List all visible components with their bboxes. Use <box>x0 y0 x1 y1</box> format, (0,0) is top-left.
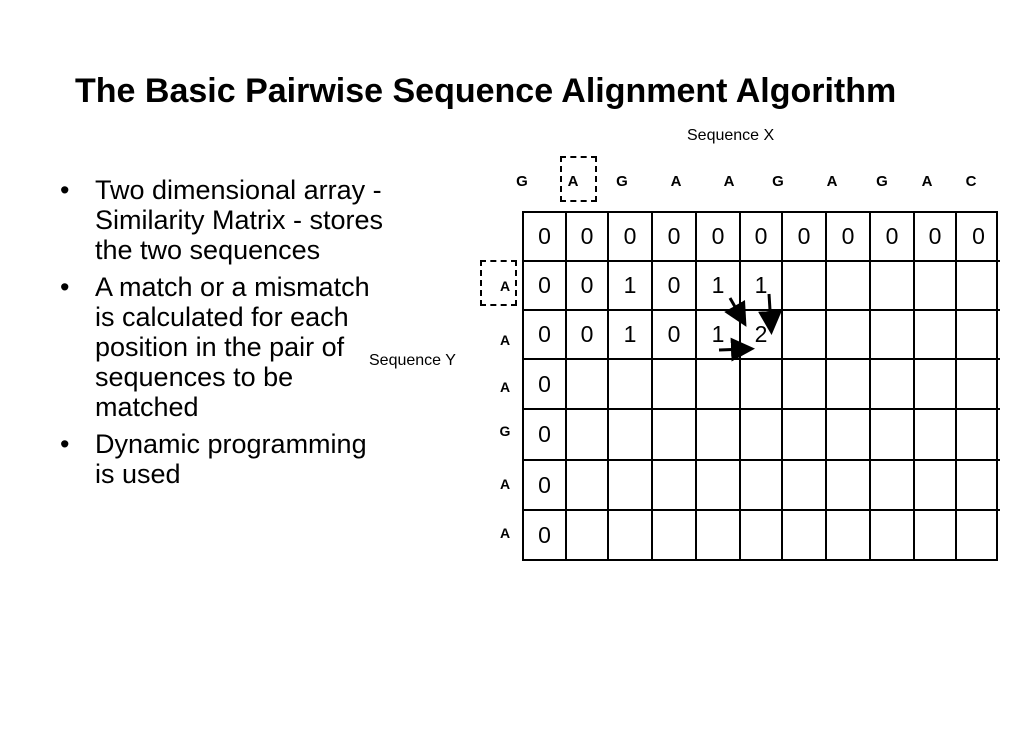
matrix-cell: 1 <box>609 311 653 360</box>
sequence-x-letter: A <box>670 173 682 190</box>
matrix-cell: 0 <box>524 262 567 311</box>
page-title: The Basic Pairwise Sequence Alignment Algorithm <box>75 72 897 110</box>
sequence-y-letter: A <box>499 525 511 541</box>
sequence-x-letter: G <box>516 173 528 190</box>
sequence-y-letter: A <box>499 278 511 294</box>
bullet-item: • Two dimensional array - Similarity Matrix - stores the two sequences <box>58 175 388 265</box>
sequence-y-letter: A <box>499 379 511 395</box>
matrix-cell: 0 <box>524 360 567 410</box>
matrix-cell: 0 <box>783 213 827 262</box>
matrix-cell: 1 <box>697 311 741 360</box>
sequence-x-letter: A <box>567 173 579 190</box>
matrix-cell: 0 <box>871 213 915 262</box>
matrix-cell: 0 <box>567 262 609 311</box>
matrix-cell: 0 <box>653 213 697 262</box>
matrix-cell: 2 <box>741 311 783 360</box>
matrix-cell: 0 <box>524 410 567 461</box>
right-arrow <box>719 349 746 350</box>
sequence-x-label: Sequence X <box>687 127 775 144</box>
sequence-y-label: Sequence Y <box>369 352 456 369</box>
matrix-cell: 0 <box>915 213 957 262</box>
sequence-y-letter: A <box>499 332 511 348</box>
sequence-x-letter: G <box>772 173 784 190</box>
matrix-cell: 0 <box>653 262 697 311</box>
matrix-cell: 0 <box>524 461 567 511</box>
matrix-cell: 1 <box>697 262 741 311</box>
sequence-x-letter: A <box>723 173 735 190</box>
matrix-cell: 0 <box>653 311 697 360</box>
matrix-cell: 0 <box>827 213 871 262</box>
bullet-item: • A match or a mismatch is calculated for each position in the pair of sequences to be matched <box>58 272 388 422</box>
matrix-cell: 0 <box>609 213 653 262</box>
matrix-cell: 0 <box>957 213 1000 262</box>
sequence-x-letter: G <box>876 173 888 190</box>
sequence-x-letter: G <box>616 173 628 190</box>
bullet-item: • Dynamic programming is used <box>58 429 388 489</box>
matrix-cell: 0 <box>697 213 741 262</box>
down-arrow <box>769 294 771 326</box>
sequence-x-letter: A <box>921 173 933 190</box>
matrix-cell: 0 <box>524 511 567 559</box>
matrix-cell: 1 <box>609 262 653 311</box>
diagonal-arrow <box>730 298 742 319</box>
sequence-y-letter: A <box>499 476 511 492</box>
matrix-cell: 0 <box>567 311 609 360</box>
matrix-cell: 0 <box>524 213 567 262</box>
sequence-y-letter: G <box>499 423 511 439</box>
sequence-x-letter: A <box>826 173 838 190</box>
matrix-cell: 1 <box>741 262 783 311</box>
matrix-cell: 0 <box>741 213 783 262</box>
matrix-cell: 0 <box>567 213 609 262</box>
sequence-x-letter: C <box>965 173 977 190</box>
matrix-cell: 0 <box>524 311 567 360</box>
